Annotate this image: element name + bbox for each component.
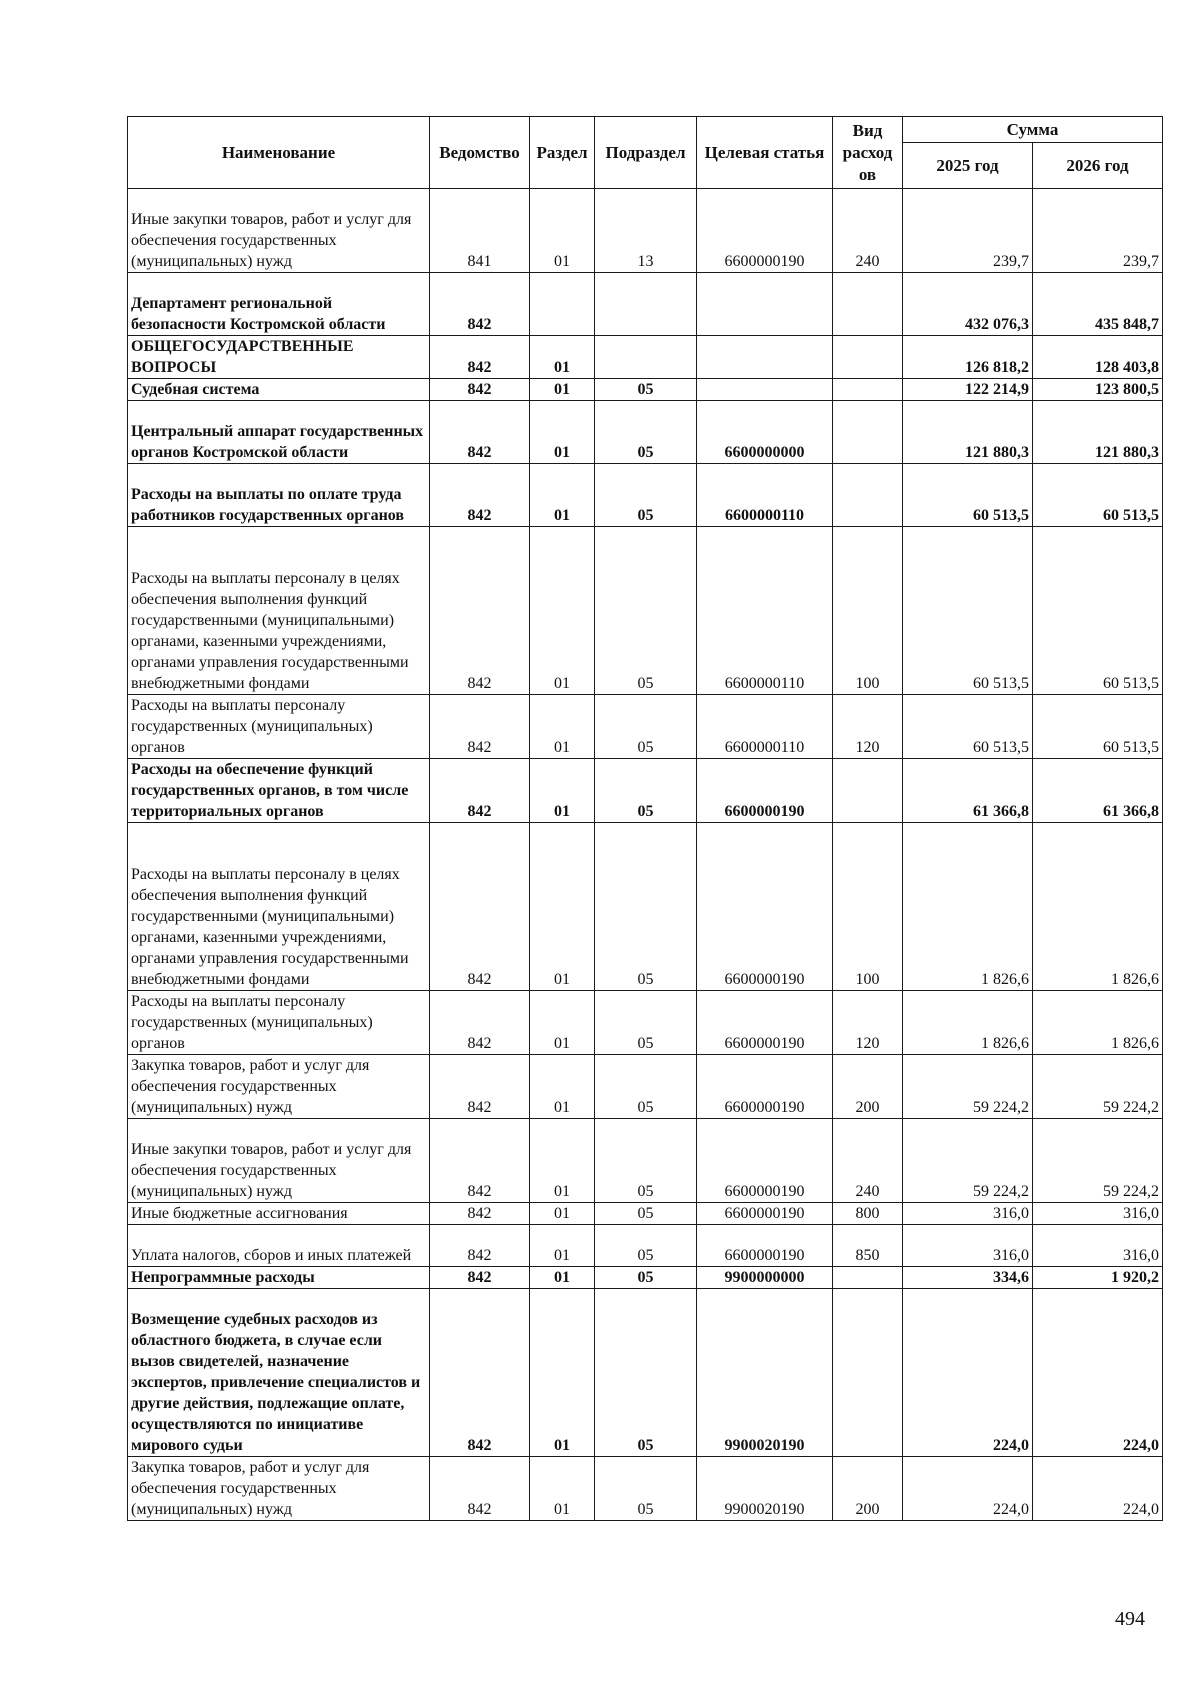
row-vid-cell: 120 — [833, 695, 903, 759]
row-tselevaya-cell: 6600000190 — [697, 823, 833, 991]
row-sum-2026-cell: 128 403,8 — [1033, 336, 1163, 379]
table-row — [128, 189, 1163, 273]
row-sum-2026-cell: 61 366,8 — [1033, 759, 1163, 823]
row-sum-2025-cell: 126 818,2 — [903, 336, 1033, 379]
table-row — [128, 464, 1163, 527]
row-podrazdel-cell: 05 — [595, 1267, 697, 1289]
row-podrazdel-cell: 05 — [595, 991, 697, 1055]
row-sum-2025-cell: 60 513,5 — [903, 527, 1033, 695]
row-tselevaya-cell: 6600000110 — [697, 527, 833, 695]
table-row — [128, 401, 1163, 464]
row-podrazdel-cell — [595, 273, 697, 336]
row-sum-2026-cell: 123 800,5 — [1033, 379, 1163, 401]
row-sum-2025-cell: 239,7 — [903, 189, 1033, 273]
table-row — [128, 273, 1163, 336]
row-sum-2025-cell: 59 224,2 — [903, 1055, 1033, 1119]
row-podrazdel-cell: 05 — [595, 1457, 697, 1521]
row-tselevaya-cell — [697, 336, 833, 379]
row-vedomstvo-cell: 841 — [430, 189, 530, 273]
header-year-2026: 2026 год — [1033, 143, 1163, 189]
row-tselevaya-cell: 6600000110 — [697, 464, 833, 527]
row-podrazdel-cell: 05 — [595, 1203, 697, 1225]
row-razdel-cell: 01 — [530, 527, 595, 695]
row-tselevaya-cell — [697, 273, 833, 336]
row-sum-2026-cell: 59 224,2 — [1033, 1055, 1163, 1119]
row-sum-2026-cell: 224,0 — [1033, 1289, 1163, 1457]
row-podrazdel-cell: 05 — [595, 464, 697, 527]
row-sum-2025-cell: 122 214,9 — [903, 379, 1033, 401]
row-sum-2026-cell: 316,0 — [1033, 1225, 1163, 1267]
table-row — [128, 1457, 1163, 1521]
row-podrazdel-cell: 05 — [595, 1055, 697, 1119]
row-tselevaya-cell: 6600000190 — [697, 1055, 833, 1119]
row-vid-cell — [833, 379, 903, 401]
row-tselevaya-cell: 6600000190 — [697, 1225, 833, 1267]
row-name-cell: Иные закупки товаров, работ и услуг для обеспечения государственных (муниципальных) нужд — [128, 1119, 430, 1203]
row-vid-cell: 200 — [833, 1457, 903, 1521]
row-podrazdel-cell: 05 — [595, 379, 697, 401]
row-razdel-cell: 01 — [530, 189, 595, 273]
row-sum-2026-cell: 60 513,5 — [1033, 695, 1163, 759]
table-row — [128, 527, 1163, 695]
row-sum-2026-cell: 224,0 — [1033, 1457, 1163, 1521]
row-vedomstvo-cell: 842 — [430, 336, 530, 379]
row-vid-cell: 200 — [833, 1055, 903, 1119]
row-name-cell: Иные закупки товаров, работ и услуг для обеспечения государственных (муниципальных) нужд — [128, 189, 430, 273]
row-vedomstvo-cell: 842 — [430, 1289, 530, 1457]
header-razdel: Раздел — [530, 117, 595, 189]
row-name-cell: ОБЩЕГОСУДАРСТВЕННЫЕ ВОПРОСЫ — [128, 336, 430, 379]
row-razdel-cell: 01 — [530, 823, 595, 991]
row-tselevaya-cell: 6600000190 — [697, 189, 833, 273]
row-sum-2025-cell: 334,6 — [903, 1267, 1033, 1289]
row-sum-2025-cell: 316,0 — [903, 1203, 1033, 1225]
row-razdel-cell: 01 — [530, 1055, 595, 1119]
row-name-cell: Расходы на выплаты персоналу в целях обеспечения выполнения функций государственными (муниципальными) органами, казенными учреждениями, органами управления государственными внебюджетными фондами — [128, 823, 430, 991]
row-vedomstvo-cell: 842 — [430, 759, 530, 823]
row-name-cell: Департамент региональной безопасности Костромской области — [128, 273, 430, 336]
row-razdel-cell: 01 — [530, 379, 595, 401]
row-razdel-cell: 01 — [530, 759, 595, 823]
table-row — [128, 379, 1163, 401]
row-vid-cell — [833, 336, 903, 379]
table-row — [128, 695, 1163, 759]
row-sum-2026-cell: 121 880,3 — [1033, 401, 1163, 464]
row-name-cell: Расходы на выплаты персоналу в целях обеспечения выполнения функций государственными (муниципальными) органами, казенными учреждениями, органами управления государственными внебюджетными фондами — [128, 527, 430, 695]
row-vid-cell — [833, 1267, 903, 1289]
row-tselevaya-cell: 6600000190 — [697, 759, 833, 823]
row-name-cell: Центральный аппарат государственных органов Костромской области — [128, 401, 430, 464]
table-row — [128, 1055, 1163, 1119]
row-vid-cell — [833, 1289, 903, 1457]
row-podrazdel-cell — [595, 336, 697, 379]
row-vedomstvo-cell: 842 — [430, 401, 530, 464]
row-sum-2026-cell: 435 848,7 — [1033, 273, 1163, 336]
row-podrazdel-cell: 05 — [595, 1289, 697, 1457]
row-name-cell: Расходы на обеспечение функций государственных органов, в том числе территориальных органов — [128, 759, 430, 823]
row-razdel-cell: 01 — [530, 336, 595, 379]
row-sum-2025-cell: 316,0 — [903, 1225, 1033, 1267]
row-sum-2026-cell: 316,0 — [1033, 1203, 1163, 1225]
row-vid-cell: 800 — [833, 1203, 903, 1225]
row-name-cell: Иные бюджетные ассигнования — [128, 1203, 430, 1225]
row-name-cell: Расходы на выплаты по оплате труда работников государственных органов — [128, 464, 430, 527]
header-year-2025: 2025 год — [903, 143, 1033, 189]
table-row — [128, 1289, 1163, 1457]
row-sum-2026-cell: 59 224,2 — [1033, 1119, 1163, 1203]
row-razdel-cell: 01 — [530, 991, 595, 1055]
row-sum-2025-cell: 1 826,6 — [903, 823, 1033, 991]
row-podrazdel-cell: 05 — [595, 527, 697, 695]
row-vid-cell: 240 — [833, 189, 903, 273]
row-vid-cell: 100 — [833, 527, 903, 695]
row-name-cell: Расходы на выплаты персоналу государственных (муниципальных) органов — [128, 695, 430, 759]
row-name-cell: Судебная система — [128, 379, 430, 401]
row-sum-2025-cell: 60 513,5 — [903, 464, 1033, 527]
row-sum-2025-cell: 121 880,3 — [903, 401, 1033, 464]
row-sum-2026-cell: 60 513,5 — [1033, 527, 1163, 695]
header-vid-raskhodov: Вид расход ов — [833, 117, 903, 189]
row-vid-cell: 240 — [833, 1119, 903, 1203]
row-name-cell: Закупка товаров, работ и услуг для обеспечения государственных (муниципальных) нужд — [128, 1055, 430, 1119]
table-row — [128, 823, 1163, 991]
row-sum-2025-cell: 432 076,3 — [903, 273, 1033, 336]
row-vedomstvo-cell: 842 — [430, 1267, 530, 1289]
row-razdel-cell: 01 — [530, 464, 595, 527]
row-tselevaya-cell: 6600000190 — [697, 1119, 833, 1203]
row-vedomstvo-cell: 842 — [430, 464, 530, 527]
row-vedomstvo-cell: 842 — [430, 1225, 530, 1267]
row-podrazdel-cell: 05 — [595, 695, 697, 759]
row-name-cell: Расходы на выплаты персоналу государственных (муниципальных) органов — [128, 991, 430, 1055]
row-sum-2026-cell: 1 920,2 — [1033, 1267, 1163, 1289]
header-tselevaya-statya: Целевая статья — [697, 117, 833, 189]
row-sum-2025-cell: 59 224,2 — [903, 1119, 1033, 1203]
header-vedomstvo: Ведомство — [430, 117, 530, 189]
table-row — [128, 1119, 1163, 1203]
row-name-cell: Возмещение судебных расходов из областного бюджета, в случае если вызов свидетелей, назначение экспертов, привлечение специалистов и другие действия, подлежащие оплате, осуществляются по инициативе мирового судьи — [128, 1289, 430, 1457]
row-vedomstvo-cell: 842 — [430, 823, 530, 991]
header-name: Наименование — [128, 117, 430, 189]
row-podrazdel-cell: 05 — [595, 401, 697, 464]
row-razdel-cell: 01 — [530, 1225, 595, 1267]
row-vedomstvo-cell: 842 — [430, 527, 530, 695]
row-razdel-cell: 01 — [530, 1119, 595, 1203]
row-podrazdel-cell: 05 — [595, 823, 697, 991]
row-sum-2025-cell: 60 513,5 — [903, 695, 1033, 759]
row-vedomstvo-cell: 842 — [430, 695, 530, 759]
row-sum-2026-cell: 1 826,6 — [1033, 823, 1163, 991]
row-vid-cell: 850 — [833, 1225, 903, 1267]
row-podrazdel-cell: 13 — [595, 189, 697, 273]
row-podrazdel-cell: 05 — [595, 759, 697, 823]
row-name-cell: Уплата налогов, сборов и иных платежей — [128, 1225, 430, 1267]
table-body — [128, 189, 1163, 1521]
row-sum-2025-cell: 224,0 — [903, 1457, 1033, 1521]
row-vid-cell — [833, 273, 903, 336]
row-sum-2026-cell: 60 513,5 — [1033, 464, 1163, 527]
row-tselevaya-cell: 6600000000 — [697, 401, 833, 464]
row-tselevaya-cell: 9900000000 — [697, 1267, 833, 1289]
row-vid-cell — [833, 401, 903, 464]
row-name-cell: Закупка товаров, работ и услуг для обеспечения государственных (муниципальных) нужд — [128, 1457, 430, 1521]
row-tselevaya-cell — [697, 379, 833, 401]
row-vedomstvo-cell: 842 — [430, 991, 530, 1055]
table-row — [128, 1225, 1163, 1267]
header-summa: Сумма — [903, 117, 1163, 143]
row-vid-cell: 120 — [833, 991, 903, 1055]
table-row — [128, 1203, 1163, 1225]
row-sum-2025-cell: 1 826,6 — [903, 991, 1033, 1055]
row-podrazdel-cell: 05 — [595, 1119, 697, 1203]
row-tselevaya-cell: 9900020190 — [697, 1289, 833, 1457]
row-tselevaya-cell: 6600000190 — [697, 1203, 833, 1225]
row-tselevaya-cell: 6600000190 — [697, 991, 833, 1055]
table-row — [128, 991, 1163, 1055]
page-number: 494 — [1115, 1608, 1145, 1630]
row-vid-cell: 100 — [833, 823, 903, 991]
row-vid-cell — [833, 759, 903, 823]
row-sum-2025-cell: 61 366,8 — [903, 759, 1033, 823]
row-razdel-cell: 01 — [530, 1289, 595, 1457]
row-razdel-cell: 01 — [530, 1267, 595, 1289]
row-razdel-cell — [530, 273, 595, 336]
row-podrazdel-cell: 05 — [595, 1225, 697, 1267]
row-vedomstvo-cell: 842 — [430, 1457, 530, 1521]
table-row — [128, 1267, 1163, 1289]
row-tselevaya-cell: 6600000110 — [697, 695, 833, 759]
row-vedomstvo-cell: 842 — [430, 1055, 530, 1119]
row-sum-2026-cell: 1 826,6 — [1033, 991, 1163, 1055]
row-sum-2025-cell: 224,0 — [903, 1289, 1033, 1457]
row-razdel-cell: 01 — [530, 1203, 595, 1225]
row-vedomstvo-cell: 842 — [430, 379, 530, 401]
row-vedomstvo-cell: 842 — [430, 273, 530, 336]
row-razdel-cell: 01 — [530, 401, 595, 464]
row-vid-cell — [833, 464, 903, 527]
row-razdel-cell: 01 — [530, 695, 595, 759]
row-sum-2026-cell: 239,7 — [1033, 189, 1163, 273]
row-razdel-cell: 01 — [530, 1457, 595, 1521]
row-tselevaya-cell: 9900020190 — [697, 1457, 833, 1521]
row-vedomstvo-cell: 842 — [430, 1203, 530, 1225]
header-podrazdel: Подраздел — [595, 117, 697, 189]
table-header — [128, 117, 1163, 189]
budget-table — [127, 116, 1163, 1521]
table-row — [128, 336, 1163, 379]
row-vedomstvo-cell: 842 — [430, 1119, 530, 1203]
row-name-cell: Непрограммные расходы — [128, 1267, 430, 1289]
table-row — [128, 759, 1163, 823]
